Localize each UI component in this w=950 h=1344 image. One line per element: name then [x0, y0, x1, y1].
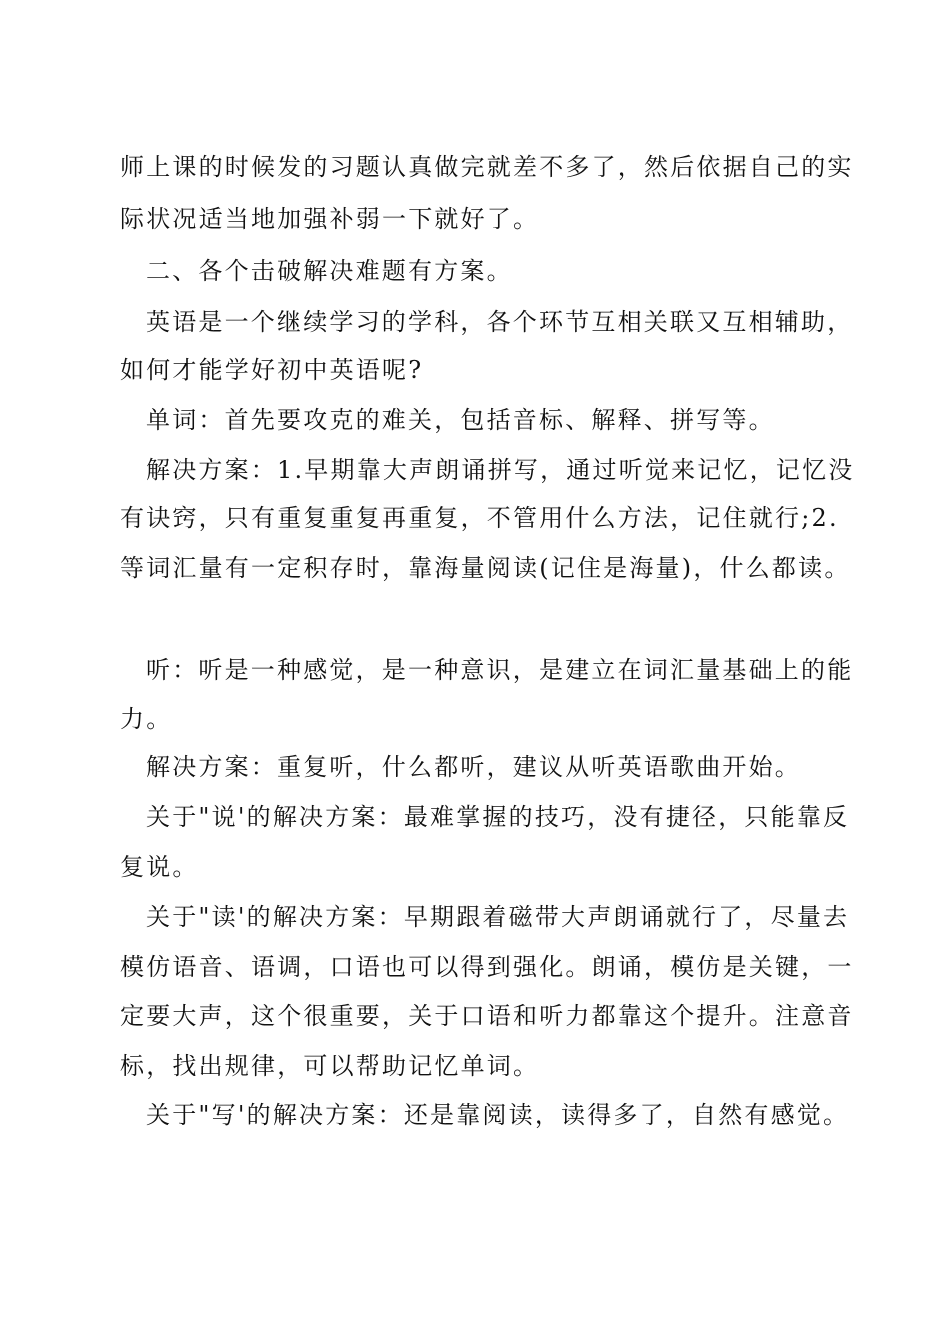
text-line: 解决方案：1.早期靠大声朗诵拼写，通过听觉来记忆，记忆没 — [146, 456, 855, 484]
text-line: 关于"说'的解决方案：最难掌握的技巧，没有捷径，只能靠反 — [146, 803, 850, 831]
text-line: 有诀窍，只有重复重复再重复，不管用什么方法，记住就行;2. — [120, 504, 839, 532]
text-line: 模仿语音、语调，口语也可以得到强化。朗诵，模仿是关键，一 — [120, 953, 854, 981]
text-line: 力。 — [120, 705, 173, 733]
text-line: 解决方案：重复听，什么都听，建议从听英语歌曲开始。 — [146, 753, 801, 781]
text-line: 师上课的时候发的习题认真做完就差不多了，然后依据自己的实 — [120, 153, 854, 181]
text-line: 如何才能学好初中英语呢? — [120, 356, 424, 384]
text-line: 定要大声，这个很重要，关于口语和听力都靠这个提升。注意音 — [120, 1002, 854, 1030]
text-line: 英语是一个继续学习的学科，各个环节互相关联又互相辅助， — [146, 308, 854, 336]
text-line: 际状况适当地加强补弱一下就好了。 — [120, 205, 540, 233]
text-line: 关于"读'的解决方案：早期跟着磁带大声朗诵就行了，尽量去 — [146, 903, 850, 931]
text-line: 关于"写'的解决方案：还是靠阅读，读得多了，自然有感觉。 — [146, 1101, 850, 1129]
text-line: 标，找出规律，可以帮助记忆单词。 — [120, 1052, 540, 1080]
text-line: 听：听是一种感觉，是一种意识，是建立在词汇量基础上的能 — [146, 656, 854, 684]
text-line: 等词汇量有一定积存时，靠海量阅读(记住是海量)，什么都读。 — [120, 554, 851, 582]
section-heading: 二、各个击破解决难题有方案。 — [146, 257, 513, 285]
text-line: 复说。 — [120, 853, 199, 881]
text-line: 单词：首先要攻克的难关，包括音标、解释、拼写等。 — [146, 406, 775, 434]
